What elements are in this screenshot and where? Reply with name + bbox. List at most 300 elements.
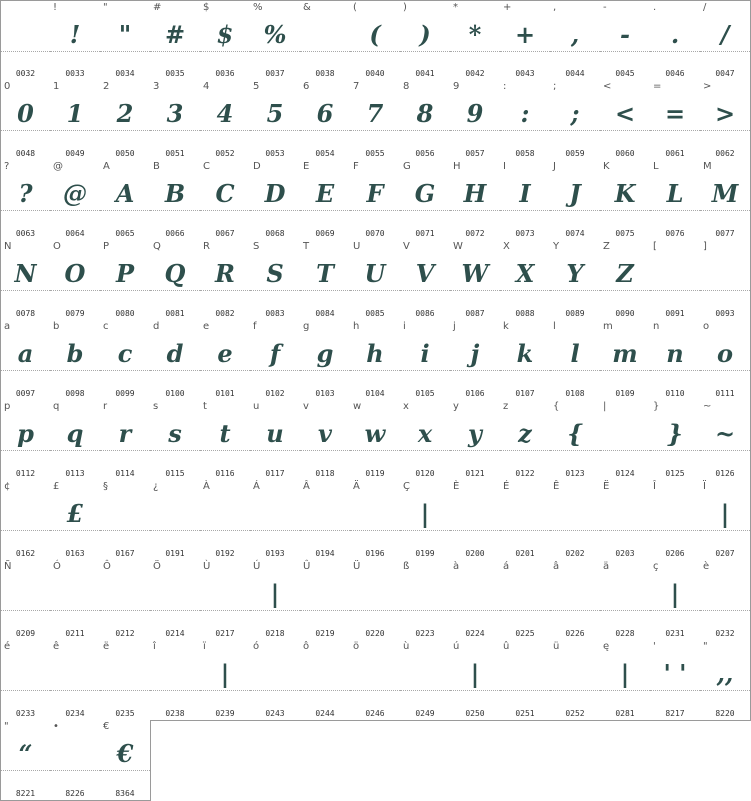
glyph-cell bbox=[100, 160, 151, 241]
glyph-cell bbox=[500, 80, 551, 161]
glyph-char-label: ë bbox=[103, 641, 110, 652]
baseline-guide bbox=[400, 450, 450, 451]
glyph-char-label: Ê bbox=[553, 481, 560, 492]
glyph-sample bbox=[250, 654, 300, 694]
glyph-cell bbox=[600, 0, 651, 81]
glyph-codepoint: 0065 bbox=[115, 229, 135, 238]
glyph-sample: < bbox=[614, 99, 636, 128]
glyph-char-label: s bbox=[153, 401, 159, 412]
glyph-sample: P bbox=[115, 259, 135, 288]
glyph-cell bbox=[700, 160, 751, 241]
glyph-codepoint: 0054 bbox=[315, 149, 335, 158]
glyph-sample bbox=[100, 574, 150, 614]
glyph-char-label: ( bbox=[353, 2, 357, 13]
glyph-codepoint: 0071 bbox=[415, 229, 435, 238]
glyph-cell bbox=[50, 0, 101, 81]
glyph-sample: + bbox=[514, 20, 536, 49]
glyph-char-label: Ö bbox=[153, 561, 161, 572]
baseline-guide bbox=[1, 130, 50, 131]
baseline-guide bbox=[150, 290, 200, 291]
baseline-guide bbox=[400, 130, 450, 131]
glyph-cell bbox=[600, 160, 651, 241]
glyph-codepoint: 0225 bbox=[515, 629, 535, 638]
glyph-codepoint: 0066 bbox=[165, 229, 185, 238]
glyph-char-label: B bbox=[153, 161, 160, 172]
baseline-guide bbox=[450, 51, 500, 52]
glyph-cell bbox=[700, 480, 751, 561]
glyph-cell bbox=[200, 560, 251, 641]
glyph-sample bbox=[100, 494, 150, 534]
baseline-guide bbox=[500, 51, 550, 52]
baseline-guide bbox=[1, 530, 50, 531]
baseline-guide bbox=[250, 210, 300, 211]
glyph-sample: w bbox=[364, 419, 386, 448]
baseline-guide bbox=[200, 51, 250, 52]
glyph-cell bbox=[150, 480, 201, 561]
glyph-sample: 6 bbox=[316, 99, 334, 128]
glyph-codepoint: 0214 bbox=[165, 629, 185, 638]
glyph-codepoint: 0232 bbox=[715, 629, 735, 638]
glyph-codepoint: 0235 bbox=[115, 709, 135, 718]
glyph-codepoint: 0228 bbox=[615, 629, 635, 638]
glyph-codepoint: 0047 bbox=[715, 69, 735, 78]
baseline-guide bbox=[350, 610, 400, 611]
glyph-char-label: ' bbox=[653, 641, 656, 652]
glyph-sample bbox=[1, 654, 50, 694]
glyph-cell bbox=[450, 640, 501, 721]
glyph-cell bbox=[300, 560, 351, 641]
glyph-cell bbox=[200, 640, 251, 721]
glyph-cell bbox=[450, 480, 501, 561]
baseline-guide bbox=[650, 450, 700, 451]
glyph-codepoint: 0090 bbox=[615, 309, 635, 318]
glyph-codepoint: 0064 bbox=[65, 229, 85, 238]
glyph-sample bbox=[200, 574, 250, 614]
glyph-char-label: ~ bbox=[703, 401, 712, 412]
glyph-codepoint: 0113 bbox=[65, 469, 85, 478]
glyph-sample: l bbox=[570, 339, 580, 368]
glyph-sample bbox=[600, 574, 650, 614]
glyph-codepoint: 0110 bbox=[665, 389, 685, 398]
glyph-cell bbox=[450, 320, 501, 401]
glyph-codepoint: 0067 bbox=[215, 229, 235, 238]
glyph-cell bbox=[250, 240, 301, 321]
baseline-guide bbox=[350, 210, 400, 211]
glyph-char-label: I bbox=[503, 161, 506, 172]
glyph-char-label: Ó bbox=[53, 561, 61, 572]
glyph-sample: ~ bbox=[714, 419, 736, 448]
baseline-guide bbox=[100, 290, 150, 291]
glyph-sample: > bbox=[714, 99, 736, 128]
glyph-cell bbox=[650, 160, 701, 241]
glyph-sample: / bbox=[720, 20, 730, 49]
glyph-codepoint: 0252 bbox=[565, 709, 585, 718]
glyph-cell bbox=[700, 240, 751, 321]
glyph-cell bbox=[700, 400, 751, 481]
glyph-char-label: o bbox=[703, 321, 710, 332]
glyph-char-label: 9 bbox=[453, 81, 460, 92]
glyph-codepoint: 0052 bbox=[215, 149, 235, 158]
glyph-codepoint: 0125 bbox=[665, 469, 685, 478]
glyph-sample: Y bbox=[566, 259, 584, 288]
baseline-guide bbox=[500, 210, 550, 211]
baseline-guide bbox=[1, 610, 50, 611]
glyph-cell bbox=[250, 400, 301, 481]
glyph-char-label: f bbox=[253, 321, 257, 332]
glyph-sample: G bbox=[414, 179, 436, 208]
glyph-sample: ( bbox=[369, 20, 381, 49]
glyph-sample bbox=[650, 494, 700, 534]
baseline-guide bbox=[700, 210, 750, 211]
glyph-sample bbox=[50, 734, 100, 774]
glyph-codepoint: 0212 bbox=[115, 629, 135, 638]
glyph-cell bbox=[150, 400, 201, 481]
glyph-sample: 9 bbox=[466, 99, 484, 128]
baseline-guide bbox=[150, 370, 200, 371]
glyph-sample: | bbox=[270, 579, 280, 608]
glyph-cell bbox=[400, 240, 451, 321]
glyph-char-label: á bbox=[503, 561, 510, 572]
glyph-char-label: Q bbox=[153, 241, 161, 252]
glyph-cell bbox=[700, 0, 751, 81]
glyph-char-label: t bbox=[203, 401, 207, 412]
glyph-codepoint: 0045 bbox=[615, 69, 635, 78]
glyph-codepoint: 0121 bbox=[465, 469, 485, 478]
glyph-codepoint: 0218 bbox=[265, 629, 285, 638]
glyph-codepoint: 0077 bbox=[715, 229, 735, 238]
glyph-cell bbox=[650, 640, 701, 721]
glyph-codepoint: 0167 bbox=[115, 549, 135, 558]
glyph-sample: “ bbox=[18, 739, 33, 768]
baseline-guide bbox=[650, 690, 700, 691]
glyph-char-label: & bbox=[303, 2, 311, 13]
glyph-codepoint: 0050 bbox=[115, 149, 135, 158]
baseline-guide bbox=[50, 290, 100, 291]
glyph-codepoint: 0080 bbox=[115, 309, 135, 318]
baseline-guide bbox=[100, 610, 150, 611]
glyph-char-label: E bbox=[303, 161, 310, 172]
baseline-guide bbox=[500, 530, 550, 531]
glyph-cell bbox=[200, 0, 251, 81]
glyph-sample bbox=[50, 574, 100, 614]
baseline-guide bbox=[600, 690, 650, 691]
baseline-guide bbox=[650, 290, 700, 291]
glyph-sample: £ bbox=[66, 499, 84, 528]
glyph-sample: 4 bbox=[216, 99, 234, 128]
glyph-sample bbox=[300, 574, 350, 614]
glyph-sample: M bbox=[711, 179, 739, 208]
glyph-sample: m bbox=[612, 339, 638, 368]
glyph-codepoint: 0249 bbox=[415, 709, 435, 718]
glyph-codepoint: 0191 bbox=[165, 549, 185, 558]
glyph-char-label: " bbox=[103, 2, 108, 13]
glyph-cell bbox=[50, 80, 101, 161]
glyph-char-label: - bbox=[603, 2, 607, 13]
baseline-guide bbox=[100, 530, 150, 531]
baseline-guide bbox=[600, 370, 650, 371]
glyph-sample bbox=[450, 494, 500, 534]
glyph-cell bbox=[350, 560, 401, 641]
glyph-sample: I bbox=[519, 179, 531, 208]
glyph-codepoint: 0239 bbox=[215, 709, 235, 718]
glyph-codepoint: 0196 bbox=[365, 549, 385, 558]
glyph-cell bbox=[100, 400, 151, 481]
glyph-char-label: l bbox=[553, 321, 556, 332]
baseline-guide bbox=[350, 370, 400, 371]
glyph-cell bbox=[300, 80, 351, 161]
glyph-cell bbox=[400, 320, 451, 401]
glyph-codepoint: 0104 bbox=[365, 389, 385, 398]
glyph-codepoint: 0234 bbox=[65, 709, 85, 718]
baseline-guide bbox=[150, 450, 200, 451]
glyph-codepoint: 0042 bbox=[465, 69, 485, 78]
glyph-sample: s bbox=[168, 419, 182, 448]
glyph-cell bbox=[200, 80, 251, 161]
glyph-codepoint: 0246 bbox=[365, 709, 385, 718]
glyph-char-label: m bbox=[603, 321, 613, 332]
glyph-codepoint: 0051 bbox=[165, 149, 185, 158]
glyph-codepoint: 0100 bbox=[165, 389, 185, 398]
glyph-char-label: Ù bbox=[203, 561, 211, 572]
glyph-char-label: / bbox=[703, 2, 707, 13]
glyph-codepoint: 0192 bbox=[215, 549, 235, 558]
glyph-sample: 1 bbox=[66, 99, 84, 128]
baseline-guide bbox=[550, 610, 600, 611]
glyph-sample: N bbox=[14, 259, 37, 288]
glyph-char-label: ü bbox=[553, 641, 560, 652]
baseline-guide bbox=[650, 210, 700, 211]
glyph-cell bbox=[0, 480, 51, 561]
baseline-guide bbox=[700, 51, 750, 52]
glyph-codepoint: 0209 bbox=[15, 629, 36, 638]
glyph-sample: K bbox=[614, 179, 636, 208]
glyph-cell bbox=[600, 560, 651, 641]
baseline-guide bbox=[400, 290, 450, 291]
baseline-guide bbox=[200, 610, 250, 611]
glyph-char-label: Û bbox=[303, 561, 311, 572]
glyph-codepoint: 0108 bbox=[565, 389, 585, 398]
glyph-sample bbox=[200, 494, 250, 534]
glyph-cell bbox=[500, 160, 551, 241]
glyph-sample bbox=[1, 494, 50, 534]
glyph-codepoint: 0124 bbox=[615, 469, 635, 478]
baseline-guide bbox=[250, 370, 300, 371]
glyph-sample: O bbox=[64, 259, 86, 288]
glyph-codepoint: 0076 bbox=[665, 229, 685, 238]
glyph-char-label: É bbox=[503, 481, 510, 492]
glyph-char-label: d bbox=[153, 321, 160, 332]
baseline-guide bbox=[300, 290, 350, 291]
baseline-guide bbox=[200, 530, 250, 531]
glyph-char-label: S bbox=[253, 241, 260, 252]
glyph-cell bbox=[700, 320, 751, 401]
baseline-guide bbox=[100, 690, 150, 691]
glyph-char-label: ô bbox=[303, 641, 310, 652]
glyph-codepoint: 0057 bbox=[465, 149, 485, 158]
glyph-sample: d bbox=[166, 339, 184, 368]
glyph-char-label: 6 bbox=[303, 81, 310, 92]
glyph-char-label: C bbox=[203, 161, 210, 172]
glyph-codepoint: 0038 bbox=[315, 69, 335, 78]
baseline-guide bbox=[350, 530, 400, 531]
glyph-sample: H bbox=[463, 179, 487, 208]
glyph-cell bbox=[500, 400, 551, 481]
glyph-char-label: i bbox=[403, 321, 406, 332]
glyph-codepoint: 0091 bbox=[665, 309, 685, 318]
glyph-sample: , bbox=[570, 20, 580, 49]
glyph-sample bbox=[500, 494, 550, 534]
baseline-guide bbox=[200, 290, 250, 291]
glyph-char-label: ö bbox=[353, 641, 360, 652]
glyph-sample: t bbox=[219, 419, 231, 448]
glyph-codepoint: 0032 bbox=[15, 69, 36, 78]
glyph-sample: F bbox=[366, 179, 384, 208]
baseline-guide bbox=[200, 130, 250, 131]
glyph-codepoint: 0193 bbox=[265, 549, 285, 558]
glyph-codepoint: 0223 bbox=[415, 629, 435, 638]
glyph-char-label: ¿ bbox=[153, 481, 159, 492]
glyph-codepoint: 0281 bbox=[615, 709, 635, 718]
glyph-char-label: [ bbox=[653, 241, 657, 252]
glyph-sample: v bbox=[318, 419, 332, 448]
glyph-codepoint: 0219 bbox=[315, 629, 335, 638]
glyph-sample bbox=[150, 574, 200, 614]
glyph-codepoint: 0082 bbox=[215, 309, 235, 318]
glyph-char-label: , bbox=[553, 2, 557, 13]
glyph-char-label: ç bbox=[653, 561, 659, 572]
glyph-char-label: W bbox=[453, 241, 463, 252]
glyph-sample: ; bbox=[570, 99, 580, 128]
glyph-sample bbox=[50, 654, 100, 694]
glyph-char-label: { bbox=[553, 401, 560, 412]
glyph-sample bbox=[700, 254, 750, 294]
glyph-cell bbox=[350, 240, 401, 321]
glyph-cell bbox=[550, 320, 601, 401]
glyph-cell bbox=[50, 320, 101, 401]
glyph-codepoint: 0206 bbox=[665, 549, 685, 558]
glyph-codepoint: 0199 bbox=[415, 549, 435, 558]
glyph-sample: Z bbox=[616, 259, 634, 288]
glyph-codepoint: 0069 bbox=[315, 229, 335, 238]
baseline-guide bbox=[450, 370, 500, 371]
baseline-guide bbox=[700, 610, 750, 611]
glyph-sample: 5 bbox=[266, 99, 284, 128]
glyph-codepoint: 0200 bbox=[465, 549, 485, 558]
glyph-char-label: g bbox=[303, 321, 310, 332]
glyph-cell bbox=[600, 80, 651, 161]
glyph-char-label: } bbox=[653, 401, 660, 412]
glyph-cell bbox=[0, 160, 51, 241]
baseline-guide bbox=[400, 210, 450, 211]
glyph-codepoint: 0097 bbox=[15, 389, 36, 398]
baseline-guide bbox=[50, 530, 100, 531]
baseline-guide bbox=[200, 450, 250, 451]
glyph-codepoint: 0120 bbox=[415, 469, 435, 478]
glyph-codepoint: 0093 bbox=[715, 309, 735, 318]
glyph-cell bbox=[550, 240, 601, 321]
baseline-guide bbox=[50, 450, 100, 451]
glyph-sample: J bbox=[569, 179, 581, 208]
glyph-codepoint: 8226 bbox=[65, 789, 85, 798]
glyph-cell bbox=[550, 0, 601, 81]
glyph-cell bbox=[350, 160, 401, 241]
glyph-cell bbox=[300, 640, 351, 721]
baseline-guide bbox=[250, 610, 300, 611]
glyph-char-label: v bbox=[303, 401, 309, 412]
glyph-codepoint: 8221 bbox=[15, 789, 36, 798]
baseline-guide bbox=[1, 690, 50, 691]
glyph-cell bbox=[350, 80, 401, 161]
glyph-sample: B bbox=[164, 179, 186, 208]
glyph-cell bbox=[550, 400, 601, 481]
baseline-guide bbox=[700, 530, 750, 531]
glyph-sample bbox=[600, 494, 650, 534]
baseline-guide bbox=[150, 130, 200, 131]
glyph-cell bbox=[300, 400, 351, 481]
glyph-codepoint: 0088 bbox=[515, 309, 535, 318]
glyph-cell bbox=[600, 480, 651, 561]
glyph-sample: T bbox=[316, 259, 334, 288]
glyph-char-label: k bbox=[503, 321, 509, 332]
glyph-sample: . bbox=[670, 20, 680, 49]
glyph-char-label: > bbox=[703, 81, 712, 92]
glyph-sample: = bbox=[664, 99, 686, 128]
glyph-sample: 7 bbox=[366, 99, 384, 128]
glyph-codepoint: 0034 bbox=[115, 69, 135, 78]
baseline-guide bbox=[100, 770, 150, 771]
glyph-codepoint: 0231 bbox=[665, 629, 685, 638]
glyph-sample: o bbox=[716, 339, 733, 368]
glyph-sample: : bbox=[520, 99, 530, 128]
glyph-cell bbox=[250, 80, 301, 161]
baseline-guide bbox=[350, 130, 400, 131]
glyph-codepoint: 0081 bbox=[165, 309, 185, 318]
glyph-cell bbox=[350, 480, 401, 561]
glyph-char-label: * bbox=[453, 2, 458, 13]
glyph-char-label: Ë bbox=[603, 481, 610, 492]
glyph-sample: 8 bbox=[416, 99, 434, 128]
baseline-guide bbox=[50, 210, 100, 211]
glyph-char-label: . bbox=[653, 2, 657, 13]
glyph-char-label: € bbox=[103, 721, 110, 732]
glyph-cell bbox=[650, 400, 701, 481]
baseline-guide bbox=[250, 51, 300, 52]
baseline-guide bbox=[500, 370, 550, 371]
baseline-guide bbox=[600, 610, 650, 611]
glyph-cell bbox=[200, 240, 251, 321]
glyph-cell bbox=[200, 400, 251, 481]
baseline-guide bbox=[50, 690, 100, 691]
glyph-sample: { bbox=[567, 419, 583, 448]
glyph-codepoint: 0037 bbox=[265, 69, 285, 78]
glyph-char-label: À bbox=[203, 481, 210, 492]
glyph-char-label: Y bbox=[553, 241, 560, 252]
glyph-char-label: R bbox=[203, 241, 210, 252]
glyph-cell bbox=[350, 320, 401, 401]
glyph-char-label: 2 bbox=[103, 81, 110, 92]
glyph-sample bbox=[350, 494, 400, 534]
glyph-sample bbox=[350, 654, 400, 694]
glyph-codepoint: 0207 bbox=[715, 549, 735, 558]
glyph-cell bbox=[50, 560, 101, 641]
glyph-codepoint: 0122 bbox=[515, 469, 535, 478]
glyph-char-label: Ï bbox=[703, 481, 706, 492]
glyph-codepoint: 0078 bbox=[15, 309, 36, 318]
baseline-guide bbox=[200, 370, 250, 371]
glyph-cell bbox=[400, 160, 451, 241]
baseline-guide bbox=[450, 290, 500, 291]
glyph-char-label: @ bbox=[53, 161, 63, 172]
